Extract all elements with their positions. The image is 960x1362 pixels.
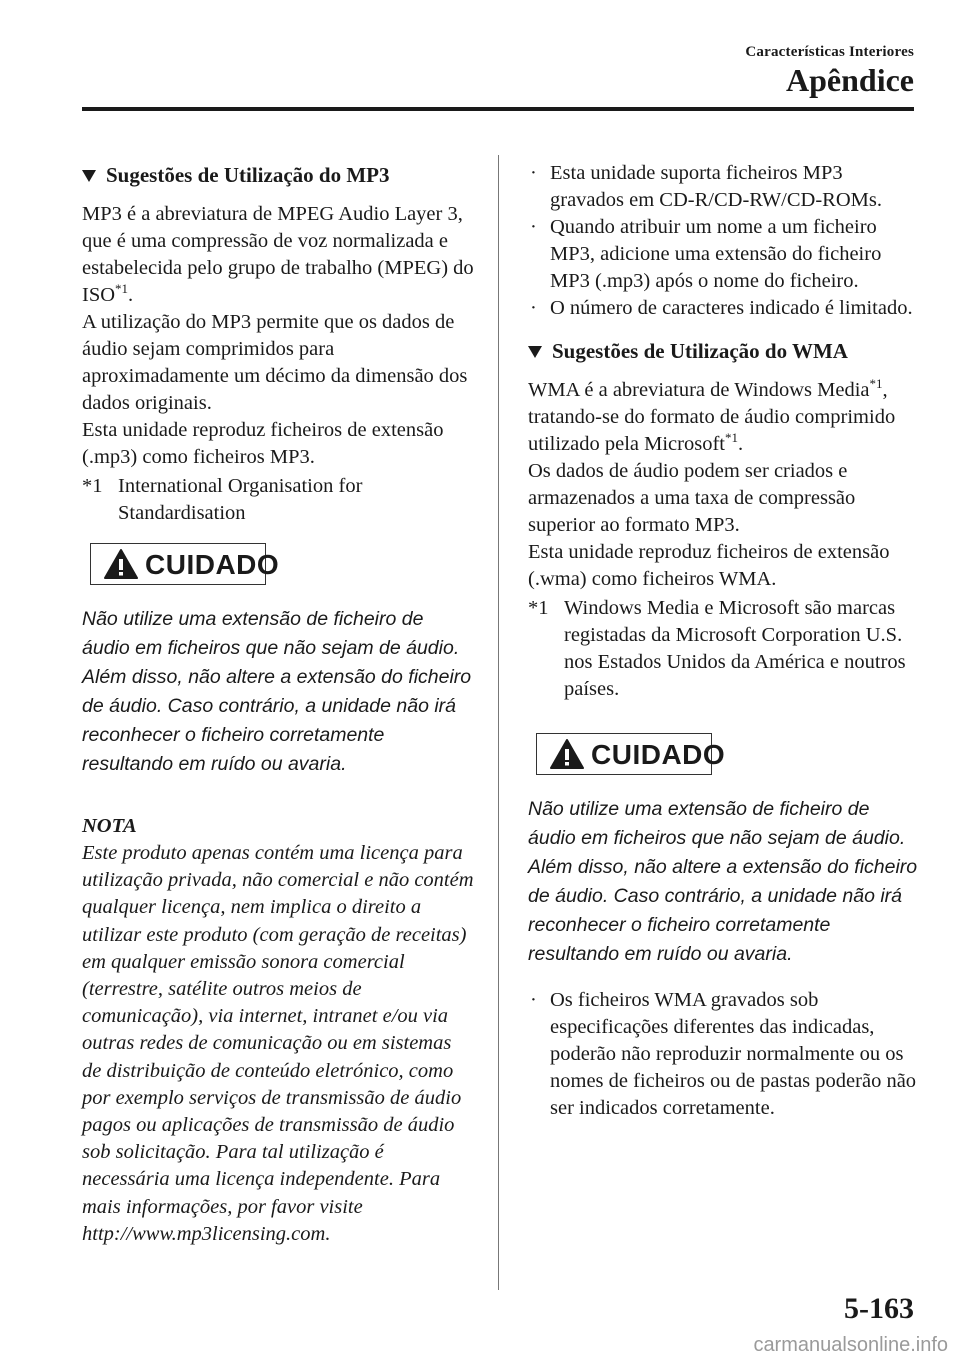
warning-triangle-icon (103, 548, 139, 580)
mp3-paragraph-1: MP3 é a abreviatura de MPEG Audio Layer 3, que é uma compressão de voz normalizada e estabelecida pelo grupo de trabalho (MPEG) do ISO$^{*1}$. (82, 203, 474, 306)
wma-heading (528, 338, 918, 365)
wma-paragraph-2: Os dados de áudio podem ser criados e armazenados a uma taxa de compressão superior ao formato MP3. (528, 460, 856, 536)
bullet-dot: · (530, 216, 537, 238)
warning-triangle-icon (549, 738, 585, 770)
mp3-paragraph-2: A utilização do MP3 permite que os dados de áudio sejam comprimidos para aproximadamente um décimo da dimensão dos dados originais. (82, 311, 468, 414)
caution-text: Não utilize uma extensão de ficheiro de áudio em ficheiros que não sejam de áudio. Além disso, não altere a extensão do ficheiro de áudio. Caso contrário, a unidade não irá reconhecer o ficheiro corretamente resultando em ruído ou avaria. (82, 608, 472, 775)
mp3-heading (82, 162, 474, 189)
wma-heading-text: Sugestões de Utilização do WMA (552, 339, 848, 363)
bullet-item: · O número de caracteres indicado é limitado. (528, 295, 918, 322)
bullet-item: · Quando atribuir um nome a um ficheiro MP3, adicione uma extensão do ficheiro MP3 (.mp3) após o nome do ficheiro. (528, 214, 918, 295)
footnote-mark: *1 (82, 475, 103, 497)
caution-box (536, 733, 726, 775)
down-triangle-icon (528, 346, 542, 358)
bullet-item: · Esta unidade suporta ficheiros MP3 gravados em CD-R/CD-RW/CD-ROMs. (528, 160, 918, 214)
footnote-ref: *1 (724, 430, 738, 446)
chapter-title: Apêndice (786, 62, 914, 98)
footnote (82, 473, 474, 527)
bullet-item: · Os ficheiros WMA gravados sob especificações diferentes das indicadas, poderão não reproduzir normalmente ou os nomes de ficheiros ou de pastas poderão não ser indicados corretamente. (528, 987, 918, 1122)
watermark: carmanualsonline.info (753, 1334, 948, 1356)
caution-label: CUIDADO (591, 738, 726, 770)
footnote-text: International Organisation for Standardisation (118, 475, 363, 524)
mp3-paragraph-3: Esta unidade reproduz ficheiros de extensão (.mp3) como ficheiros MP3. (82, 419, 444, 468)
footnote (528, 595, 918, 703)
left-column (82, 160, 474, 1248)
wma-paragraph-3: Esta unidade reproduz ficheiros de extensão (.wma) como ficheiros WMA. (528, 541, 890, 590)
footnote-ref: *1 (869, 376, 883, 392)
bullet-dot: · (530, 297, 537, 319)
footnote-text: Windows Media e Microsoft são marcas registadas da Microsoft Corporation U.S. nos Estados Unidos da América e noutros países. (564, 597, 906, 700)
bullet-dot: · (530, 989, 537, 1011)
column-divider (498, 155, 499, 1290)
mp3-heading-text: Sugestões de Utilização do MP3 (106, 163, 390, 187)
down-triangle-icon (82, 170, 96, 182)
section-subtitle: Características Interiores (745, 44, 914, 60)
caution-label: CUIDADO (145, 548, 280, 580)
nota-text: Este produto apenas contém uma licença para utilização privada, não comercial e não contém qualquer licença, nem implica o direito a utilizar este produto (com geração de receitas) em qualquer emissão sonora comercial (terrestre, satélite outros meios de comunicação), via internet, intranet e/ou via outras redes de comunicação ou em sistemas de distribuição de conteúdo eletrónico, como por exemplo serviços de transmissão de áudio pagos ou aplicações de transmissão de áudio sob solicitação. Para tal utilização é necessária uma licença independente. Para mais informações, por favor visite http://www.mp3licensing.com. (82, 842, 474, 1245)
wma-paragraph-1: WMA é a abreviatura de Windows Media$^{*1}$, tratando-se do formato de áudio comprimido utilizado pela Microsoft$^{*1}$. (528, 376, 896, 455)
footnote-ref: *1 (115, 281, 129, 297)
header-rule (82, 107, 914, 111)
caution-box (90, 543, 280, 585)
footnote-mark: *1 (528, 597, 549, 619)
page-number: 5-163 (844, 1292, 914, 1325)
caution-text: Não utilize uma extensão de ficheiro de áudio em ficheiros que não sejam de áudio. Além disso, não altere a extensão do ficheiro de áudio. Caso contrário, a unidade não irá reconhecer o ficheiro corretamente resultando em ruído ou avaria. (528, 798, 918, 965)
bullet-dot: · (530, 162, 537, 184)
right-column (528, 160, 918, 1122)
nota-label: NOTA (82, 815, 137, 837)
